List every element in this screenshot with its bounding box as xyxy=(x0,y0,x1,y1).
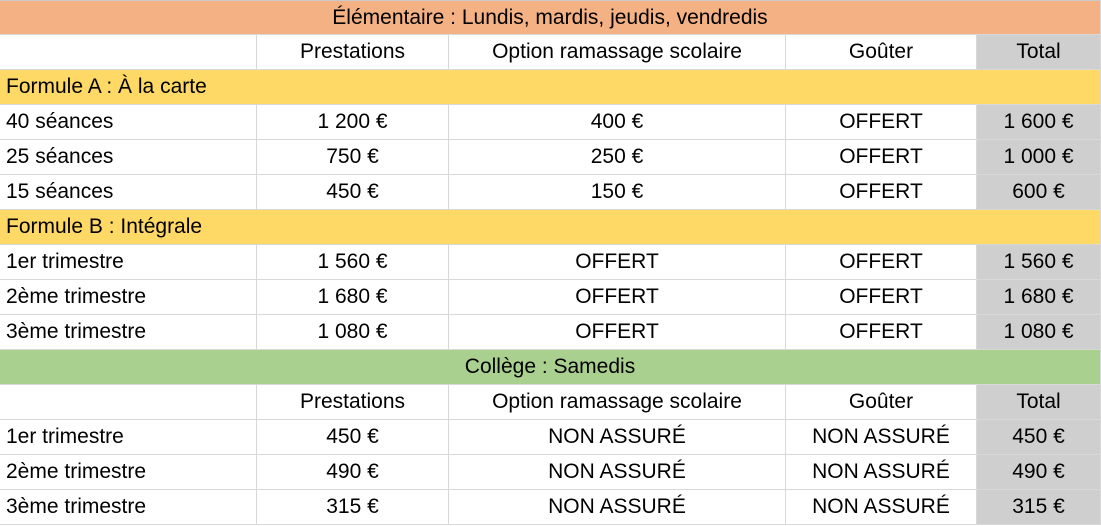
cell-option-ramassage: NON ASSURÉ xyxy=(449,420,786,455)
cell-prestations: 450 € xyxy=(257,420,449,455)
cell-total: 1 560 € xyxy=(977,245,1101,280)
row-label: 3ème trimestre xyxy=(0,315,257,350)
cell-prestations: 450 € xyxy=(257,175,449,210)
cell-prestations: 1 200 € xyxy=(257,105,449,140)
cell-option-ramassage: 400 € xyxy=(449,105,786,140)
row-label: 2ème trimestre xyxy=(0,280,257,315)
header-total: Total xyxy=(977,35,1101,70)
cell-prestations: 1 560 € xyxy=(257,245,449,280)
cell-total: 490 € xyxy=(977,455,1101,490)
row-label: 1er trimestre xyxy=(0,420,257,455)
header-prestations: Prestations xyxy=(257,35,449,70)
cell-total: 1 680 € xyxy=(977,280,1101,315)
cell-option-ramassage: NON ASSURÉ xyxy=(449,490,786,525)
cell-option-ramassage: OFFERT xyxy=(449,245,786,280)
row-label: 3ème trimestre xyxy=(0,490,257,525)
college-title: Collège : Samedis xyxy=(0,350,1101,385)
row-label: 25 séances xyxy=(0,140,257,175)
row-label: 1er trimestre xyxy=(0,245,257,280)
header-gouter: Goûter xyxy=(786,385,977,420)
header-total: Total xyxy=(977,385,1101,420)
header-option-ramassage: Option ramassage scolaire xyxy=(449,385,786,420)
cell-prestations: 1 080 € xyxy=(257,315,449,350)
cell-option-ramassage: 250 € xyxy=(449,140,786,175)
cell-gouter: NON ASSURÉ xyxy=(786,420,977,455)
header-option-ramassage: Option ramassage scolaire xyxy=(449,35,786,70)
cell-total: 1 600 € xyxy=(977,105,1101,140)
cell-prestations: 750 € xyxy=(257,140,449,175)
formule-a-title: Formule A : À la carte xyxy=(0,70,1101,105)
row-label: 15 séances xyxy=(0,175,257,210)
cell-gouter: NON ASSURÉ xyxy=(786,455,977,490)
cell-option-ramassage: NON ASSURÉ xyxy=(449,455,786,490)
cell-total: 1 080 € xyxy=(977,315,1101,350)
cell-gouter: OFFERT xyxy=(786,175,977,210)
header-gouter: Goûter xyxy=(786,35,977,70)
cell-option-ramassage: 150 € xyxy=(449,175,786,210)
row-label: 40 séances xyxy=(0,105,257,140)
cell-prestations: 315 € xyxy=(257,490,449,525)
header-prestations: Prestations xyxy=(257,385,449,420)
cell-gouter: OFFERT xyxy=(786,280,977,315)
elementaire-title: Élémentaire : Lundis, mardis, jeudis, vendredis xyxy=(0,0,1101,35)
cell-total: 1 000 € xyxy=(977,140,1101,175)
cell-prestations: 1 680 € xyxy=(257,280,449,315)
header-empty xyxy=(0,35,257,70)
cell-gouter: NON ASSURÉ xyxy=(786,490,977,525)
header-empty xyxy=(0,385,257,420)
cell-gouter: OFFERT xyxy=(786,140,977,175)
formule-b-title: Formule B : Intégrale xyxy=(0,210,1101,245)
row-label: 2ème trimestre xyxy=(0,455,257,490)
cell-total: 315 € xyxy=(977,490,1101,525)
cell-total: 450 € xyxy=(977,420,1101,455)
cell-gouter: OFFERT xyxy=(786,245,977,280)
cell-total: 600 € xyxy=(977,175,1101,210)
cell-prestations: 490 € xyxy=(257,455,449,490)
cell-option-ramassage: OFFERT xyxy=(449,280,786,315)
cell-gouter: OFFERT xyxy=(786,105,977,140)
cell-option-ramassage: OFFERT xyxy=(449,315,786,350)
cell-gouter: OFFERT xyxy=(786,315,977,350)
